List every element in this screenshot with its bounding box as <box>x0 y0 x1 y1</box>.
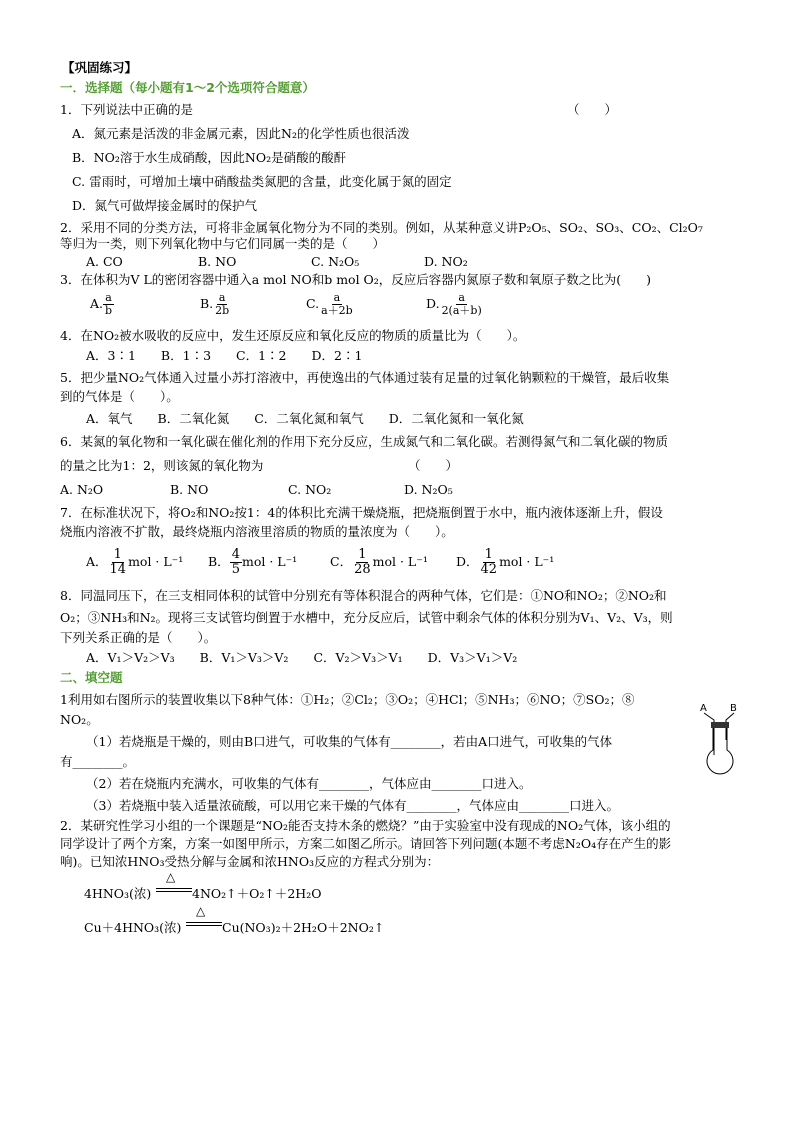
q3-d-den: 2(a＋b) <box>441 304 482 317</box>
f2-line1: 2．某研究性学习小组的一个课题是“NO₂能否支持木条的燃烧？”由于实验室中没有现成的NO₂气体，该小组的 <box>60 818 671 833</box>
q8-line2: O₂；③NH₃和N₂。现将三支试管均倒置于水槽中，充分反应后，试管中剩余气体的体积分别为V₁、V₂、V₃，则 <box>60 610 673 625</box>
q8-line3: 下列关系正确的是（ ）。 <box>60 630 217 645</box>
q7-c-label: C． <box>330 554 353 569</box>
q7-d-den: 42 <box>480 562 498 577</box>
q7-b-label: B． <box>208 554 230 569</box>
q3-d-fraction <box>440 292 484 317</box>
eq2-heat-symbol: △ <box>196 904 206 918</box>
part2-title: 二、填空题 <box>60 670 123 685</box>
q2-line2: 等归为一类，则下列氧化物中与它们同属一类的是（ ） <box>60 236 386 251</box>
q2-option-a: A. CO <box>86 254 123 269</box>
q7-c-num: 1 <box>358 547 367 562</box>
q6-option-b: B. NO <box>170 482 209 497</box>
q1-paren: （ ） <box>567 102 618 117</box>
q3-b-fraction <box>213 292 231 317</box>
q5-line2: 到的气体是（ ）。 <box>60 389 179 404</box>
f1-line1: 1利用如右图所示的装置收集以下8种气体：①H₂；②Cl₂；③O₂；④HCl；⑤NH₃；⑥NO；⑦SO₂；⑧ <box>60 692 635 707</box>
q7-c-unit: mol · L⁻¹ <box>372 554 428 569</box>
eq1-heat-symbol: △ <box>166 870 176 884</box>
q6-line2: 的量之比为1：2，则该氮的氧化物为 <box>60 458 264 473</box>
f1-sub1-line2: 有________。 <box>60 754 136 769</box>
q5-options: A．氧气 B．二氧化氮 C．二氧化氮和氧气 D．二氧化氮和一氧化氮 <box>86 411 524 426</box>
q7-d-fraction <box>479 548 500 577</box>
q3-c-den: a＋2b <box>321 304 353 317</box>
q6-option-c: C. NO₂ <box>288 482 332 497</box>
q3-option-c <box>306 292 355 317</box>
q2-option-d: D. NO₂ <box>424 254 468 269</box>
q7-a-label: A． <box>86 554 108 569</box>
part1-title: 一．选择题（每小题有1～2个选项符合题意） <box>60 80 315 95</box>
eq2-right: Cu(NO₃)₂＋2H₂O＋2NO₂↑ <box>222 920 385 935</box>
q4-options: A．3∶1 B．1∶3 C．1∶2 D．2∶1 <box>86 348 363 363</box>
q1-option-a: A．氮元素是活泼的非金属元素，因此N₂的化学性质也很活泼 <box>72 126 410 141</box>
q1-option-c: C. 雷雨时，可增加土壤中硝酸盐类氮肥的含量，此变化属于氮的固定 <box>72 174 452 189</box>
q6-option-a: A. N₂O <box>60 482 104 497</box>
f2-line2: 同学设计了两个方案，方案一如图甲所示，方案二如图乙所示。请回答下列问题(本题不考虑N₂O₄存在产生的影 <box>60 836 672 851</box>
q3-stem: 3．在体积为V L的密闭容器中通入a mol NO和b mol O₂，反应后容器内氮原子数和氧原子数之比为( ) <box>60 272 652 287</box>
flask-apparatus-diagram <box>696 700 746 780</box>
q7-a-unit: mol · L⁻¹ <box>128 554 184 569</box>
q7-option-a <box>86 548 183 577</box>
eq2-left: Cu＋4HNO₃(浓) <box>84 920 182 935</box>
flask-icon <box>696 700 746 780</box>
q6-option-d: D. N₂O₅ <box>404 482 453 497</box>
q7-c-den: 28 <box>354 562 371 577</box>
q8-line1: 8．同温同压下，在三支相同体积的试管中分别充有等体积混合的两种气体，它们是：①NO和NO₂；②NO₂和 <box>60 588 667 603</box>
q1-option-b: B．NO₂溶于水生成硝酸，因此NO₂是硝酸的酸酐 <box>72 150 347 165</box>
q1-stem: 1．下列说法中正确的是 <box>60 102 193 117</box>
section-label: 【巩固练习】 <box>62 60 138 75</box>
q7-line1: 7．在标准状况下，将O₂和NO₂按1：4的体积比充满干燥烧瓶，把烧瓶倒置于水中，瓶内液体逐渐上升，假设 <box>60 505 663 520</box>
q3-option-b <box>200 292 231 317</box>
q2-line1: 2．采用不同的分类方法，可将非金属氧化物分为不同的类别。例如，从某种意义讲P₂O₅、SO₂、SO₃、CO₂、Cl₂O₇ <box>60 220 703 235</box>
q8-options: A．V₁＞V₂＞V₃ B．V₁＞V₃＞V₂ C．V₂＞V₃＞V₁ D．V₃＞V₁＞V₂ <box>86 650 518 665</box>
q7-option-d <box>456 548 554 577</box>
q2-option-c: C. N₂O₅ <box>311 254 360 269</box>
f1-sub2: （2）若在烧瓶内充满水，可收集的气体有________，气体应由________口进入。 <box>86 776 532 791</box>
f1-line2: NO₂。 <box>60 712 99 727</box>
f1-sub1-line1: （1）若烧瓶是干燥的，则由B口进气，可收集的气体有________，若由A口进气，可收集的气体 <box>86 734 613 749</box>
q6-line1: 6．某氮的氧化物和一氧化碳在催化剂的作用下充分反应，生成氮气和二氧化碳。若测得氮气和二氧化碳的物质 <box>60 434 668 449</box>
q3-b-den: 2b <box>215 304 230 317</box>
eq1-equals-sign <box>156 888 192 892</box>
eq1-left: 4HNO₃(浓) <box>84 886 152 901</box>
q5-line1: 5．把少量NO₂气体通入过量小苏打溶液中，再使逸出的气体通过装有足量的过氧化钠颗粒的干燥管，最后收集 <box>60 370 670 385</box>
q7-a-num: 1 <box>113 547 122 562</box>
q3-a-label: A. <box>90 296 104 311</box>
q3-a-den: b <box>105 304 113 317</box>
q7-b-num: 4 <box>231 547 240 562</box>
q7-d-label: D． <box>456 554 479 569</box>
flask-label-b: B <box>730 703 737 714</box>
q7-line2: 烧瓶内溶液不扩散，最终烧瓶内溶液里溶质的物质的量浓度为（ ）。 <box>60 524 454 539</box>
q3-c-num: a <box>333 291 341 304</box>
q6-paren: （ ） <box>408 458 459 473</box>
q7-a-fraction <box>108 548 129 577</box>
q7-d-num: 1 <box>484 547 493 562</box>
f2-line3: 响)。已知浓HNO₃受热分解与金属和浓HNO₃反应的方程式分别为： <box>60 854 440 869</box>
q3-c-label: C. <box>306 296 320 311</box>
q7-option-c <box>330 548 428 577</box>
q3-b-label: B. <box>200 296 214 311</box>
q7-c-fraction <box>352 548 373 577</box>
q7-b-den: 5 <box>231 562 240 577</box>
q7-b-unit: mol · L⁻¹ <box>241 554 298 569</box>
q7-b-fraction <box>230 548 242 577</box>
flask-label-a: A <box>700 703 707 714</box>
q3-option-a <box>90 292 114 317</box>
eq1-right: 4NO₂↑＋O₂↑＋2H₂O <box>192 886 322 901</box>
q3-c-fraction <box>319 292 355 317</box>
q3-b-num: a <box>218 291 226 304</box>
q4-stem: 4．在NO₂被水吸收的反应中，发生还原反应和氧化反应的物质的质量比为（ ）。 <box>60 328 526 343</box>
q7-a-den: 14 <box>109 562 127 577</box>
q7-d-unit: mol · L⁻¹ <box>499 554 555 569</box>
q3-a-fraction <box>103 292 114 317</box>
f1-sub3: （3）若烧瓶中装入适量浓硫酸，可以用它来干燥的气体有________，气体应由________口进入。 <box>86 798 619 813</box>
q1-option-d: D．氮气可做焊接金属时的保护气 <box>72 198 258 213</box>
eq2-equals-sign <box>186 922 222 926</box>
q2-option-b: B. NO <box>198 254 237 269</box>
q3-a-num: a <box>105 291 112 304</box>
q3-d-num: a <box>458 291 465 304</box>
q3-d-label: D. <box>426 296 440 311</box>
q7-option-b <box>208 548 297 577</box>
q3-option-d <box>426 292 484 317</box>
